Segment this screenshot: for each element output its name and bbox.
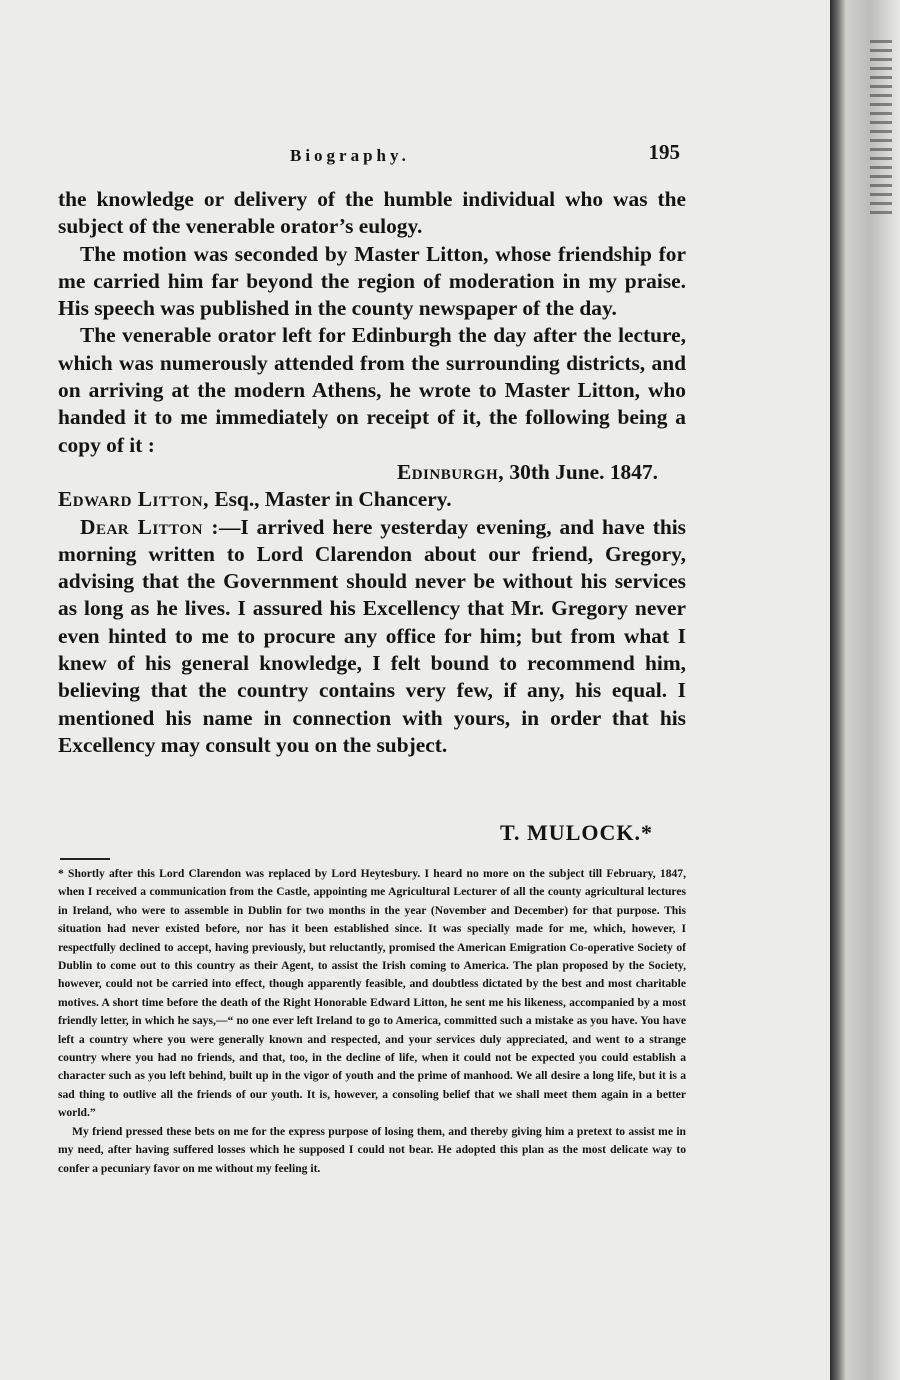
letter-signature: T. MULOCK.* (500, 820, 653, 845)
dateline-date: 30th June. 1847. (509, 459, 658, 484)
addressee-rest: Esq., Master in Chancery. (214, 487, 452, 512)
page-number: 195 (648, 140, 680, 164)
paragraph-1: the knowledge or delivery of the humble individual who was the subject of the venerable orator’s eulogy. (58, 187, 686, 239)
dateline-place: Edinburgh, (396, 459, 505, 484)
letter-salutation: Dear Litton : (80, 514, 219, 539)
paragraph-3: The venerable orator left for Edinburgh the day after the lecture, which was numerously attended from the surrounding districts, and on arriving at the modern Athens, he wrote to Master Litton, who handed it to me immediately on receipt of it, the following being a copy of it : (58, 323, 686, 457)
footnote-paragraph-1: * Shortly after this Lord Clarendon was replaced by Lord Heytesbury. I heard no more on the subject till February, 1847, when I received a communication from the Castle, appointing me Agricultural Lecturer of all the county agricultural lectures in Ireland, who were to assemble in Dublin for two months in the year (November and December) for that purpose. This situation had never existed before, nor has it been established since. It was specially made for me, which, however, I respectfully declined to accept, having previously, but reluctantly, promised the American Emigration Co-operative Society of Dublin to come out to this country as their Agent, to assist the Irish coming to America. The plan proposed by the Society, however, could not be carried into effect, though apparently feasible, and doubtless dictated by the best and most charitable motives. A short time before the death of the Right Honorable Edward Litton, he sent me his likeness, accompanied by a most friendly letter, in which he says,—“ no one ever left Ireland to go to America, committed such a mistake as you have. You have left a country where you were generally known and respected, and your services duly appreciated, and went to a strange country where you had no friends, and that, too, in the decline of life, when it could not be expected you could establish a character such as you left behind, built up in the vigor of youth and the prime of manhood. We all desire a long life, but it is a sad thing to outlive all the friends of our youth. It is, however, a consoling belief that we shall meet them again in a better world.” (58, 867, 686, 1120)
addressee-name: Edward Litton, (58, 487, 209, 512)
letter-dateline (58, 459, 686, 486)
footnote (58, 865, 686, 1178)
letter-body (58, 514, 686, 760)
running-head: Biography. (290, 146, 410, 165)
footnote-paragraph-2: My friend pressed these bets on me for the express purpose of losing them, and thereby giving him a pretext to assist me in my need, after having suffered losses which he supposed I could not bear. He adopted this plan as the most delicate way to confer a pecuniary favor on me without my feeling it. (58, 1124, 686, 1175)
letter-addressee (58, 486, 686, 513)
main-text (58, 186, 686, 759)
page-header (58, 140, 684, 174)
letter-text: —I arrived here yesterday evening, and have this morning written to Lord Clarendon about our friend, Gregory, advising that the Government should never be without his services as long as he lives. I assured his Excellency that Mr. Gregory never even hinted to me to procure any office for him; but from what I knew of his general knowledge, I felt bound to recommend him, believing that the country contains very few, if any, his equal. I mentioned his name in connection with yours, in order that his Excellency may consult you on the subject. (58, 514, 687, 757)
page-edge-marks (870, 40, 892, 220)
paragraph-2: The motion was seconded by Master Litton, whose friendship for me carried him far beyond the region of moderation in my praise. His speech was published in the county newspaper of the day. (58, 241, 686, 321)
footnote-rule (60, 858, 110, 860)
